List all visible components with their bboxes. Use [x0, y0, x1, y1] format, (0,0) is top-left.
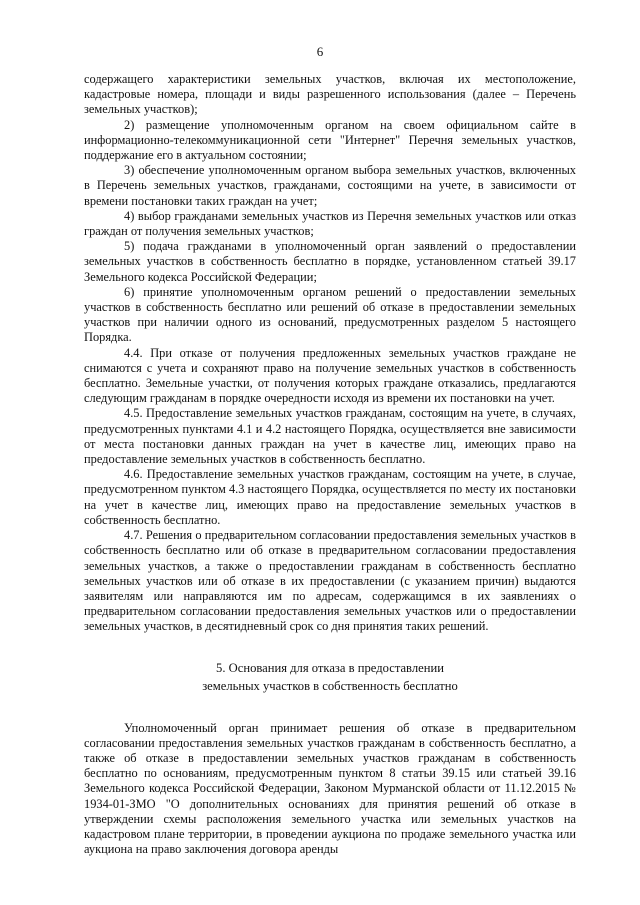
- clause-4-7: 4.7. Решения о предварительном согласовании предоставления земельных участков в собственность бесплатно или об отказе в предварительном согласовании предоставления земельных участков, а также о предоставлении гражданам в собственность бесплатно земельных участков или об отказе в их предоставлении (с указанием причин) выдаются заявителям или направляются им по адресам, содержащимся в их заявлениях о предварительном согласовании предоставления земельных участков или о предоставлении земельных участков, в десятидневный срок со дня принятия таких решений.: [84, 528, 576, 634]
- list-item-3: 3) обеспечение уполномоченным органом выбора земельных участков, включенных в Перечень земельных участков, гражданами, состоящими на учете, в зависимости от времени постановки таких граждан на учет;: [84, 163, 576, 208]
- list-item-2: 2) размещение уполномоченным органом на своем официальном сайте в информационно-телекоммуникационной сети "Интернет" Перечня земельных участков, поддержание его в актуальном состоянии;: [84, 117, 576, 163]
- list-item-6: 6) принятие уполномоченным органом решений о предоставлении земельных участков в собственность бесплатно или решений об отказе в предоставлении земельных участков при наличии одного из оснований, предусмотренных разделом 5 настоящего Порядка.: [84, 284, 576, 345]
- paragraph-continuation: содержащего характеристики земельных участков, включая их местоположение, кадастровые номера, площади и виды разрешенного использования (далее – Перечень земельных участков);: [84, 72, 576, 117]
- section-5-paragraph: Уполномоченный орган принимает решения об отказе в предварительном согласовании предоставления земельных участков гражданам в собственность бесплатно, а также об отказе в предоставлении земельных участков гражданам в собственность бесплатно по основаниям, предусмотренным пунктом 8 статьи 39.15 или статьей 39.16 Земельного кодекса Российской Федерации, Законом Мурманской области от 11.12.2015 № 1934-01-ЗМО "О дополнительных основаниях для принятия решений об отказе в утверждении схемы расположения земельного участка или земельных участков на кадастровом плане территории, в проведении аукциона по продаже земельного участка или аукциона на право заключения договора аренды: [84, 720, 576, 857]
- clause-4-4: 4.4. При отказе от получения предложенных земельных участков граждане не снимаются с учета и сохраняют право на получение земельных участков в собственность бесплатно. Земельные участки, от получения которых граждане отказались, предлагаются следующим гражданам в порядке очередности исходя из времени их постановки на учет.: [84, 345, 576, 406]
- list-item-5: 5) подача гражданами в уполномоченный орган заявлений о предоставлении земельных участков в собственность бесплатно в порядке, установленном статьей 39.17 Земельного кодекса Российской Федерации;: [84, 239, 576, 284]
- clause-4-5: 4.5. Предоставление земельных участков гражданам, состоящим на учете, в случаях, предусмотренных пунктами 4.1 и 4.2 настоящего Порядка, осуществляется вне зависимости от места постановки данных граждан на учет в качестве лиц, имеющих право на предоставление земельных участков в собственность бесплатно.: [84, 406, 576, 467]
- list-item-4: 4) выбор гражданами земельных участков из Перечня земельных участков или отказ граждан от получения земельных участков;: [84, 208, 576, 239]
- section-heading-line-2: земельных участков в собственность бесплатно: [202, 678, 458, 693]
- section-heading-line-1: 5. Основания для отказа в предоставлении: [216, 660, 444, 675]
- clause-4-6: 4.6. Предоставление земельных участков гражданам, состоящим на учете, в случае, предусмотренном пунктом 4.3 настоящего Порядка, осуществляется по месту их постановки на учет в качестве лиц, имеющих право на предоставление земельных участков в собственность бесплатно.: [84, 467, 576, 527]
- section-heading: [84, 659, 576, 695]
- page-number: 6: [316, 44, 324, 59]
- document-body: [84, 72, 576, 857]
